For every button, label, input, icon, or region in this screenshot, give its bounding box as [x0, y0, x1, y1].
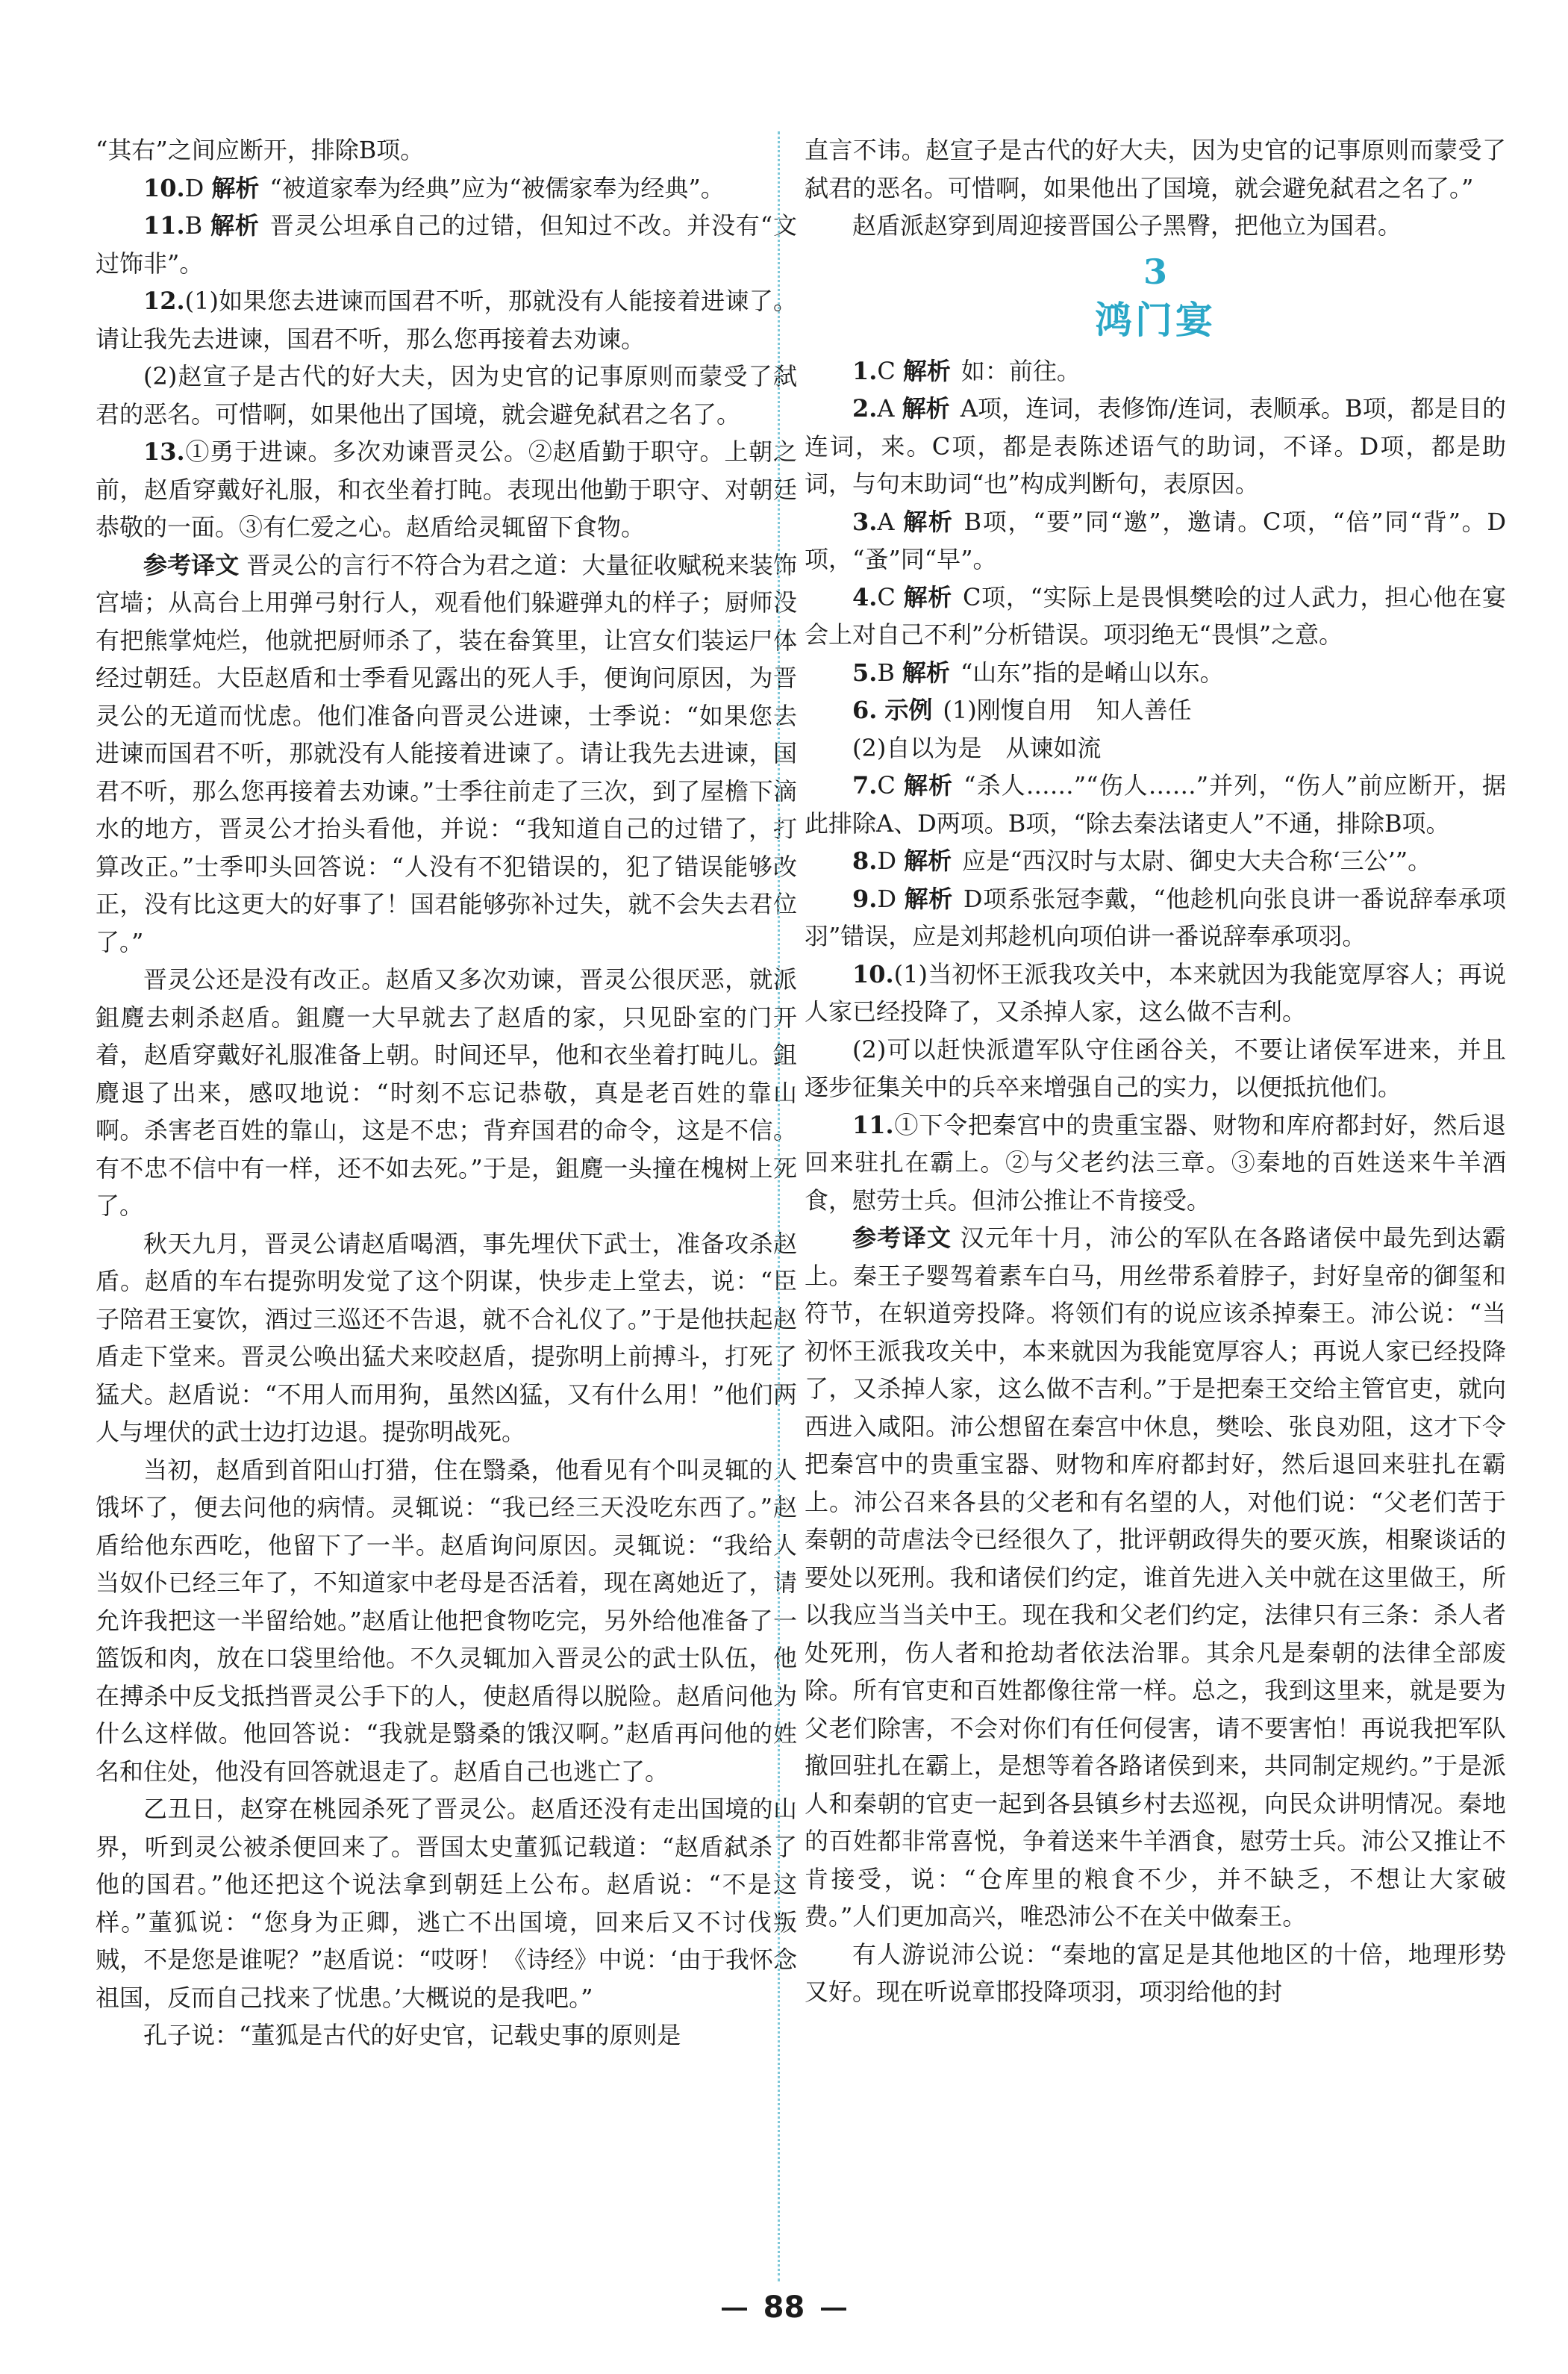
- answer-item-11: [96, 207, 797, 282]
- translation-tag: 参考译文: [852, 1224, 952, 1252]
- answer-text: “被道家奉为经典”应为“被儒家奉为经典”。: [269, 173, 725, 202]
- answer-item-1: [805, 352, 1506, 390]
- answer-item-10-part2: (2)可以赶快派遣军队守住函谷关，不要让诸侯军进来，并且逐步征集关中的兵卒来增强自己的实力，以便抵抗他们。: [805, 1035, 1506, 1101]
- answer-text: B项，“要”同“邀”，邀请。C项，“倍”同“背”。D项，“蚤”同“早”。: [805, 507, 1506, 573]
- question-number: 6.: [852, 696, 878, 724]
- answer-text: “山东”指的是崤山以东。: [960, 658, 1224, 687]
- question-number: 2.: [852, 394, 878, 423]
- example-tag: 示例: [884, 696, 933, 724]
- answer-item-2: [805, 390, 1506, 503]
- answer-text: D项系张冠李戴，“他趁机向张良讲一番说辞奉承项羽”错误，应是刘邦趁机向项伯讲一番说辞奉承项羽。: [805, 884, 1506, 950]
- right-column: [805, 131, 1506, 2281]
- analysis-tag: 解析: [902, 356, 951, 385]
- paragraph: “其右”之间应断开，排除B项。: [96, 136, 425, 164]
- translation-paragraph: 晋灵公还是没有改正。赵盾又多次劝谏，晋灵公很厌恶，就派鉏麑去刺杀赵盾。鉏麑一大早就去了赵盾的家，只见卧室的门开着，赵盾穿戴好礼服准备上朝。时间还早，他和衣坐着打盹儿。鉏麑退了出来，感叹地说：“时刻不忘记恭敬，真是老百姓的靠山啊。杀害老百姓的靠山，这是不忠；背弃国君的命令，这是不信。有不忠不信中有一样，还不如去死。”于是，鉏麑一头撞在槐树上死了。: [96, 965, 797, 1220]
- question-number: 13.: [143, 437, 185, 466]
- answer-item-12-part2: (2)赵宣子是古代的好大夫，因为史官的记事原则而蒙受了弑君的恶名。可惜啊，如果他出了国境，就会避免弑君之名了。: [96, 362, 797, 429]
- question-number: 11.: [143, 211, 185, 240]
- analysis-tag: 解析: [902, 658, 950, 687]
- answer-text: 晋灵公坦承自己的过错，但知过不改。并没有“文过饰非”。: [96, 211, 797, 278]
- page-number: 88: [763, 2290, 805, 2325]
- answer-item-5: [805, 654, 1506, 692]
- answer-text: ①下令把秦宫中的贵重宝器、财物和库府都封好，然后退回来驻扎在霸上。②与父老约法三章。③秦地的百姓送来牛羊酒食，慰劳士兵。但沛公推让不肯接受。: [805, 1110, 1506, 1215]
- answer-letter: A: [877, 507, 895, 536]
- translation-paragraph: [805, 1219, 1506, 1936]
- footer-dash: [722, 2308, 747, 2311]
- answer-text: 如：前往。: [961, 356, 1081, 385]
- question-number: 7.: [852, 771, 878, 800]
- question-number: 4.: [852, 582, 878, 611]
- answer-item-10: [805, 956, 1506, 1031]
- answer-item-10: [96, 169, 797, 208]
- answer-item-6: [805, 691, 1506, 729]
- analysis-tag: 解析: [211, 173, 260, 202]
- translation-paragraph: 孔子说：“董狐是古代的好史官，记载史事的原则是: [143, 2021, 681, 2049]
- question-number: 9.: [852, 884, 878, 913]
- question-number: 10.: [852, 959, 894, 988]
- paragraph: 直言不讳。赵宣子是古代的好大夫，因为史官的记事原则而蒙受了弑君的恶名。可惜啊，如果他出了国境，就会避免弑君之名了。”: [805, 136, 1506, 202]
- answer-text: C项，“实际上是畏惧樊哙的过人武力，担心他在宴会上对自己不利”分析错误。项羽绝无“畏惧”之意。: [805, 582, 1506, 649]
- answer-text: (1)刚愎自用 知人善任: [943, 696, 1192, 724]
- lesson-title: 鸿门宴: [1095, 297, 1216, 342]
- translation-paragraph: 乙丑日，赵穿在桃园杀死了晋灵公。赵盾还没有走出国境的山界，听到灵公被杀便回来了。晋国太史董狐记载道：“赵盾弑杀了他的国君。”他还把这个说法拿到朝廷上公布。赵盾说：“不是这样。”董狐说：“您身为正卿，逃亡不出国境，回来后又不讨伐叛贼，不是您是谁呢？”赵盾说：“哎呀！《诗经》中说：‘由于我怀念祖国，反而自己找来了忧患。’大概说的是我吧。”: [96, 1795, 797, 2012]
- page-footer: [0, 2290, 1568, 2325]
- answer-text: “杀人……”“伤人……”并列，“伤人”前应断开，据此排除A、D两项。B项，“除去秦法诸吏人”不通，排除B项。: [805, 771, 1506, 838]
- answer-item-9: [805, 880, 1506, 956]
- translation-paragraph: 秋天九月，晋灵公请赵盾喝酒，事先埋伏下武士，准备攻杀赵盾。赵盾的车右提弥明发觉了这个阴谋，快步走上堂去，说：“臣子陪君王宴饮，酒过三巡还不告退，就不合礼仪了。”于是他扶起赵盾走下堂来。晋灵公唤出猛犬来咬赵盾，提弥明上前搏斗，打死了猛犬。赵盾说：“不用人而用狗，虽然凶猛，又有什么用！”他们两人与埋伏的武士边打边退。提弥明战死。: [96, 1229, 797, 1446]
- answer-letter: D: [877, 884, 897, 913]
- question-number: 1.: [852, 356, 878, 385]
- answer-item-8: [805, 842, 1506, 880]
- analysis-tag: 解析: [904, 847, 952, 875]
- answer-letter: C: [877, 771, 896, 800]
- translation-paragraph: 当初，赵盾到首阳山打猎，住在翳桑，他看见有个叫灵辄的人饿坏了，便去问他的病情。灵辄说：“我已经三天没吃东西了。”赵盾给他东西吃，他留下了一半。赵盾询问原因。灵辄说：“我给人当奴仆已经三年了，不知道家中老母是否活着，现在离她近了，请允许我把这一半留给她。”赵盾让他把食物吃完，另外给他准备了一篮饭和肉，放在口袋里给他。不久灵辄加入晋灵公的武士队伍，他在搏杀中反戈抵挡晋灵公手下的人，使赵盾得以脱险。赵盾问他为什么这样做。他回答说：“我就是翳桑的饿汉啊。”赵盾再问他的姓名和住处，他没有回答就退走了。赵盾自己也逃亡了。: [96, 1455, 797, 1786]
- answer-letter: C: [877, 356, 896, 385]
- answer-letter: D: [184, 173, 204, 202]
- question-number: 10.: [143, 173, 185, 202]
- answer-letter: A: [877, 394, 895, 423]
- answer-item-13: [96, 433, 797, 546]
- question-number: 5.: [852, 658, 878, 687]
- analysis-tag: 解析: [902, 771, 954, 800]
- answer-item-7: [805, 767, 1506, 842]
- analysis-tag: 解析: [902, 582, 952, 611]
- answer-letter: C: [877, 582, 896, 611]
- question-number: 8.: [852, 847, 878, 875]
- analysis-tag: 解析: [902, 507, 954, 536]
- answer-text: 应是“西汉时与太尉、御史大夫合称‘三公’”。: [962, 847, 1432, 875]
- answer-item-3: [805, 503, 1506, 579]
- translation-paragraph: 有人游说沛公说：“秦地的富足是其他地区的十倍，地理形势又好。现在听说章邯投降项羽，项羽给他的封: [805, 1940, 1506, 2006]
- question-number: 11.: [852, 1110, 894, 1139]
- answer-letter: D: [877, 847, 897, 875]
- question-number: 3.: [852, 507, 878, 536]
- translation-text: 晋灵公的言行不符合为君之道：大量征收赋税来装饰宫墙；从高台上用弹弓射行人，观看他们躲避弹丸的样子；厨师没有把熊掌炖烂，他就把厨师杀了，装在畚箕里，让宫女们装运尸体经过朝廷。大臣赵盾和士季看见露出的死人手，便询问原因，为晋灵公的无道而忧虑。他们准备向晋灵公进谏，士季说：“如果您去进谏而国君不听，那就没有人能接着进谏了。请让我先去进谏，国君不听，那么您再接着去劝谏。”士季往前走了三次，到了屋檐下滴水的地方，晋灵公才抬头看他，并说：“我知道自己的过错了，打算改正。”士季叩头回答说：“人没有不犯错误的，犯了错误能够改正，没有比这更大的好事了！国君能够弥补过失，就不会失去君位了。”: [96, 550, 797, 956]
- lesson-number: 3: [1143, 251, 1167, 292]
- answer-text: (1)当初怀王派我攻关中，本来就因为我能宽厚容人；再说人家已经投降了，又杀掉人家，这么做不吉利。: [805, 959, 1506, 1026]
- answer-letter: B: [184, 211, 203, 240]
- answer-item-6-line2: (2)自以为是 从谏如流: [852, 733, 1102, 762]
- translation-tag: 参考译文: [143, 550, 240, 579]
- translation-text: 汉元年十月，沛公的军队在各路诸侯中最先到达霸上。秦王子婴驾着素车白马，用丝带系着脖子，封好皇帝的御玺和符节，在轵道旁投降。将领们有的说应该杀掉秦王。沛公说：“当初怀王派我攻关中，本来就因为我能宽厚容人；再说人家已经投降了，又杀掉人家，这么做不吉利。”于是把秦王交给主管官吏，就向西进入咸阳。沛公想留在秦宫中休息，樊哙、张良劝阻，这才下令把秦宫中的贵重宝器、财物和库府都封好，然后退回来驻扎在霸上。沛公召来各县的父老和有名望的人，对他们说：“父老们苦于秦朝的苛虐法令已经很久了，批评朝政得失的要灭族，相聚谈话的要处以死刑。我和诸侯们约定，谁首先进入关中就在这里做王，所以我应当当关中王。现在我和父老们约定，法律只有三条：杀人者处死刑，伤人者和抢劫者依法治罪。其余凡是秦朝的法律全部废除。所有官吏和百姓都像往常一样。总之，我到这里来，就是要为父老们除害，不会对你们有任何侵害，请不要害怕！再说我把军队撤回驻扎在霸上，是想等着各路诸侯到来，共同制定规约。”于是派人和秦朝的官吏一起到各县镇乡村去巡视，向民众讲明情况。秦地的百姓都非常喜悦，争着送来牛羊酒食，慰劳士兵。沛公又推让不肯接受，说：“仓库里的粮食不少，并不缺乏，不想让大家破费。”人们更加高兴，唯恐沛公不在关中做秦王。: [805, 1224, 1506, 1931]
- translation-paragraph: [96, 546, 797, 962]
- paragraph: 赵盾派赵穿到周迎接晋国公子黑臀，把他立为国君。: [852, 211, 1402, 240]
- answer-text: (1)如果您去进谏而国君不听，那就没有人能接着进谏了。请让我先去进谏，国君不听，那么您再接着去劝谏。: [96, 287, 797, 353]
- question-number: 12.: [143, 287, 185, 315]
- left-column: [96, 131, 797, 2281]
- answer-letter: B: [877, 658, 895, 687]
- analysis-tag: 解析: [902, 394, 950, 423]
- answer-text: ①勇于进谏。多次劝谏晋灵公。②赵盾勤于职守。上朝之前，赵盾穿戴好礼服，和衣坐着打盹。表现出他勤于职守、对朝廷恭敬的一面。③有仁爱之心。赵盾给灵辄留下食物。: [96, 437, 797, 541]
- column-divider: [778, 131, 780, 2281]
- answer-text: A项，连词，表修饰/连词，表顺承。B项，都是目的连词，来。C项，都是表陈述语气的助词，不译。D项，都是助词，与句末助词“也”构成判断句，表原因。: [805, 394, 1506, 498]
- answer-item-11: [805, 1106, 1506, 1220]
- analysis-tag: 解析: [210, 211, 260, 240]
- answer-item-4: [805, 579, 1506, 654]
- footer-dash: [821, 2308, 846, 2311]
- answer-item-12: [96, 282, 797, 358]
- analysis-tag: 解析: [904, 884, 953, 913]
